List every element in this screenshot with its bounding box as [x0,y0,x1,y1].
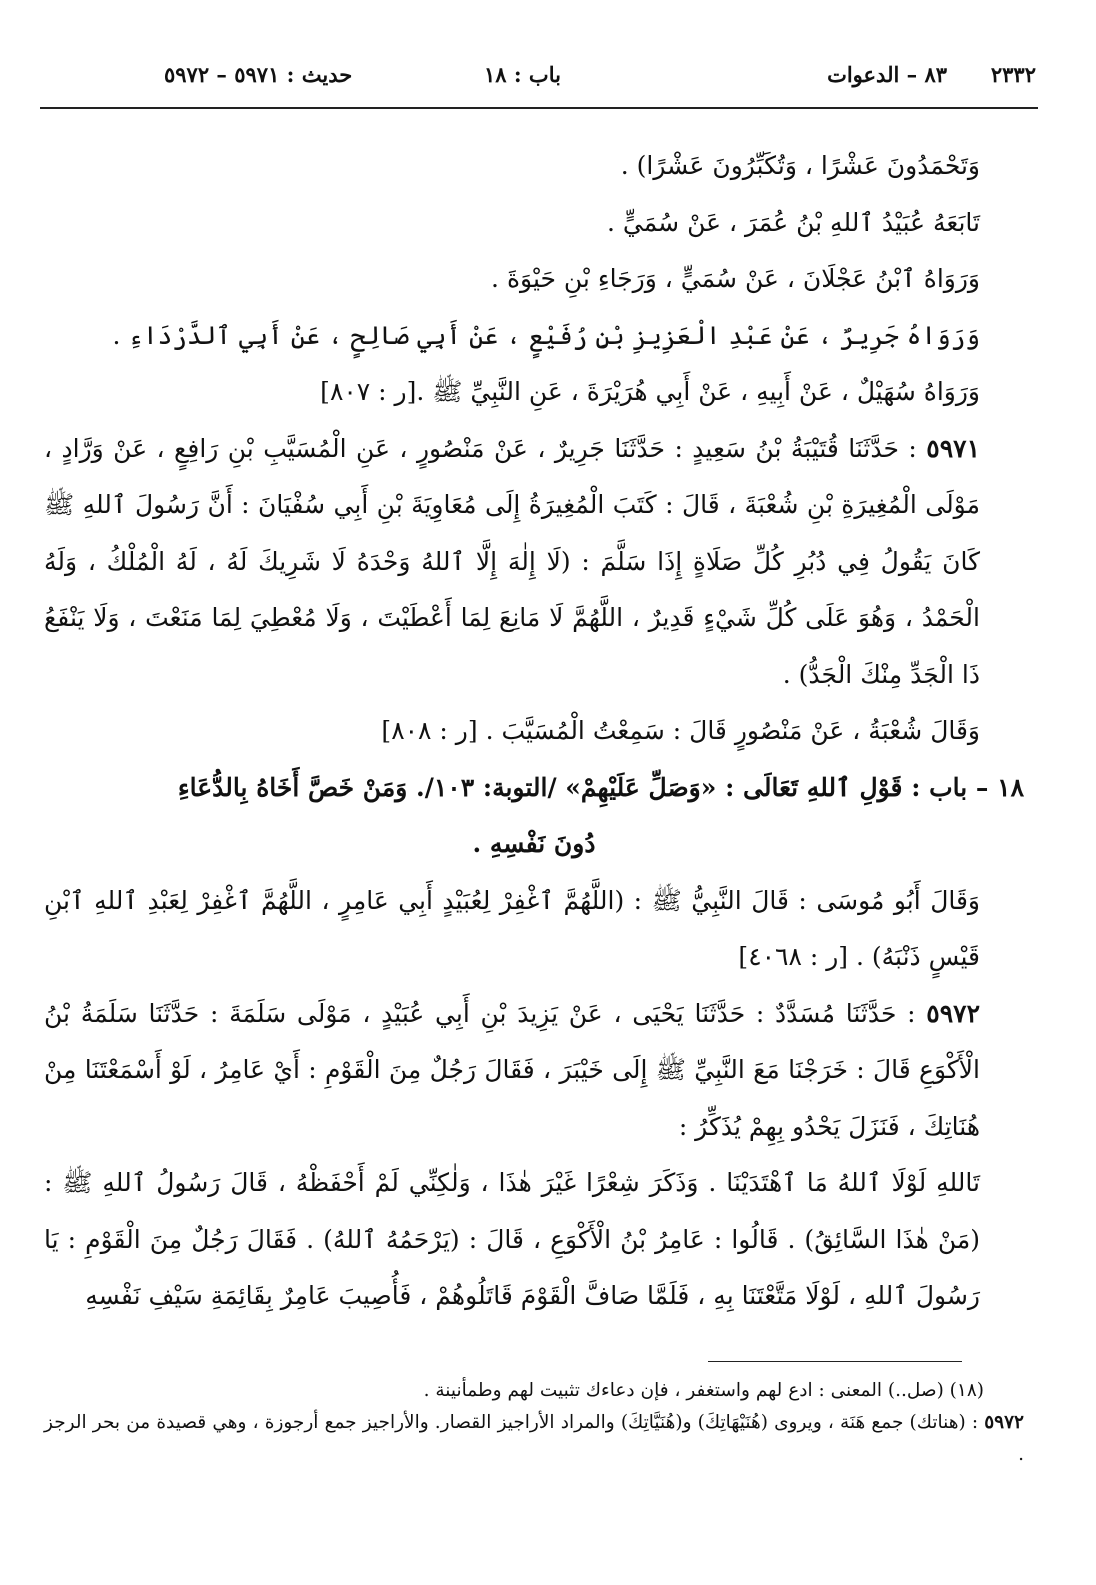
running-header [44,62,1036,92]
hadith-text: : حَدَّثَنَا مُسَدَّدٌ : حَدَّثَنَا يَحْيَى ، عَنْ يَزِيدَ بْنِ أَبِي عُبَيْدٍ ، مَوْلَى سَلَمَةَ : حَدَّثَنَا سَلَمَةُ بْنُ الْأَكْوَعِ قَالَ : خَرَجْنَا مَعَ النَّبِيِّ ﷺ إِلَى خَيْبَرَ ، فَقَالَ رَجُلٌ مِنَ الْقَوْمِ : أَيْ عَامِرُ ، لَوْ أَسْمَعْتَنَا مِنْ هُنَاتِكَ ، فَنَزَلَ يَحْدُو بِهِمْ يُذَكِّرُ : [44,998,980,1141]
hadith-text: : حَدَّثَنَا قُتَيْبَةُ بْنُ سَعِيدٍ : حَدَّثَنَا جَرِيرٌ ، عَنْ مَنْصُورٍ ، عَنِ الْمُسَيَّبِ بْنِ رَافِعٍ ، عَنْ وَرَّادٍ ، مَوْلَى الْمُغِيرَةِ بْنِ شُعْبَةَ ، قَالَ : كَتَبَ الْمُغِيرَةُ إِلَى مُعَاوِيَةَ بْنِ أَبِي سُفْيَانَ : أَنَّ رَسُولَ ٱللهِ ﷺ كَانَ يَقُولُ فِي دُبُرِ كُلِّ صَلَاةٍ إِذَا سَلَّمَ : (لَا إِلٰهَ إِلَّا ٱللهُ وَحْدَهُ لَا شَرِيكَ لَهُ ، لَهُ الْمُلْكُ ، وَلَهُ الْحَمْدُ ، وَهُوَ عَلَى كُلِّ شَيْءٍ قَدِيرٌ ، اللَّهُمَّ لَا مَانِعَ لِمَا أَعْطَيْتَ ، وَلَا مُعْطِيَ لِمَا مَنَعْتَ ، وَلَا يَنْفَعُ ذَا الْجَدِّ مِنْكَ الْجَدُّ) . [44,433,980,689]
text-line: تَاللهِ لَوْلَا ٱللهُ مَا ٱهْتَدَيْنَا . وَذَكَرَ شِعْرًا غَيْرَ هٰذَا ، وَلٰكِنِّي لَمْ أَحْفَظْهُ ، قَالَ رَسُولُ ٱللهِ ﷺ : (مَنْ هٰذَا السَّائِقُ) . قَالُوا : عَامِرُ بْنُ الْأَكْوَعِ ، قَالَ : (يَرْحَمُهُ ٱللهُ) . فَقَالَ رَجُلٌ مِنَ الْقَوْمِ : يَا رَسُولَ ٱللهِ ، لَوْلَا مَتَّعْتَنَا بِهِ ، فَلَمَّا صَافَّ الْقَوْمَ قَاتَلُوهُمْ ، فَأُصِيبَ عَامِرٌ بِقَائِمَةِ سَيْفِ نَفْسِهِ [44,1168,980,1310]
text-line: وَرَوَاهُ جَرِيرٌ ، عَنْ عَبْدِ الْعَزِيزِ بْنِ رُفَيْعٍ ، عَنْ أَبِي صَالِحٍ ، عَنْ أَبِي ٱلدَّرْدَاءِ . [112,320,980,350]
footnote-number: ٥٩٧٢ [984,1412,1024,1433]
hadith-number: ٥٩٧١ [926,433,981,463]
footnotes [44,1375,1024,1471]
main-text [44,138,1024,1325]
text-line: وَقَالَ شُعْبَةُ ، عَنْ مَنْصُورٍ قَالَ : سَمِعْتُ الْمُسَيَّبَ . [ر : ٨٠٨] [381,716,980,745]
header-page-and-book [827,62,1036,87]
footnote-rule [708,1361,962,1362]
text-line: وَتَحْمَدُونَ عَشْرًا ، وَتُكَبِّرُونَ عَشْرًا) . [620,151,980,180]
hadith-5972 [44,986,1024,1156]
hadith-number: ٥٩٧٢ [926,998,980,1028]
header-page-number: ٢٣٣٢ [990,62,1036,87]
footnote: (١٨) (صل..) المعنى : ادع لهم واستغفر ، فإن دعاءك تثبيت لهم وطمأنينة . [423,1380,984,1401]
header-hadith-range: حديث : ٥٩٧١ – ٥٩٧٢ [164,62,353,87]
text-line: تَابَعَهُ عُبَيْدُ ٱللهِ بْنُ عُمَرَ ، عَنْ سُمَيٍّ . [607,207,980,237]
text-line: وَرَوَاهُ سُهَيْلٌ ، عَنْ أَبِيهِ ، عَنْ أَبِي هُرَيْرَةَ ، عَنِ النَّبِيِّ ﷺ .[ر : ٨٠٧] [320,377,980,406]
chapter-heading [44,760,1024,873]
header-chapter: باب : ١٨ [484,62,561,87]
header-rule [40,107,1038,109]
text-line: وَرَوَاهُ ٱبْنُ عَجْلَانَ ، عَنْ سُمَيٍّ ، وَرَجَاءِ بْنِ حَيْوَةَ . [491,264,980,293]
chapter-heading-line2: دُونَ نَفْسِهِ . [472,829,596,858]
chapter-heading-line1: ١٨ – باب : قَوْلِ ٱللهِ تَعَالَى : «وَصَلِّ عَلَيْهِمْ» /التوبة: ١٠٣/. وَمَنْ خَصَّ أَخَاهُ بِالدُّعَاءِ [177,772,1024,802]
footnote [44,1407,1024,1471]
header-book-title: ٨٣ – الدعوات [827,62,947,87]
hadith-5971 [44,421,1024,704]
footnote-text: : (هناتك) جمع هَنَة ، ويروى (هُنَيْهَاتِكَ) و(هُنَيَّاتِكَ) والمراد الأراجيز القصار. والأراجيز جمع أرجوزة ، وهي قصيدة من بحر الرجز . [44,1412,1024,1465]
text-line: وَقَالَ أَبُو مُوسَى : قَالَ النَّبِيُّ ﷺ : (اللَّهُمَّ ٱغْفِرْ لِعُبَيْدٍ أَبِي عَامِرٍ ، اللَّهُمَّ ٱغْفِرْ لِعَبْدِ ٱللهِ ٱبْنِ قَيْسٍ ذَنْبَهُ) . [ر : ٤٠٦٨] [44,885,980,971]
